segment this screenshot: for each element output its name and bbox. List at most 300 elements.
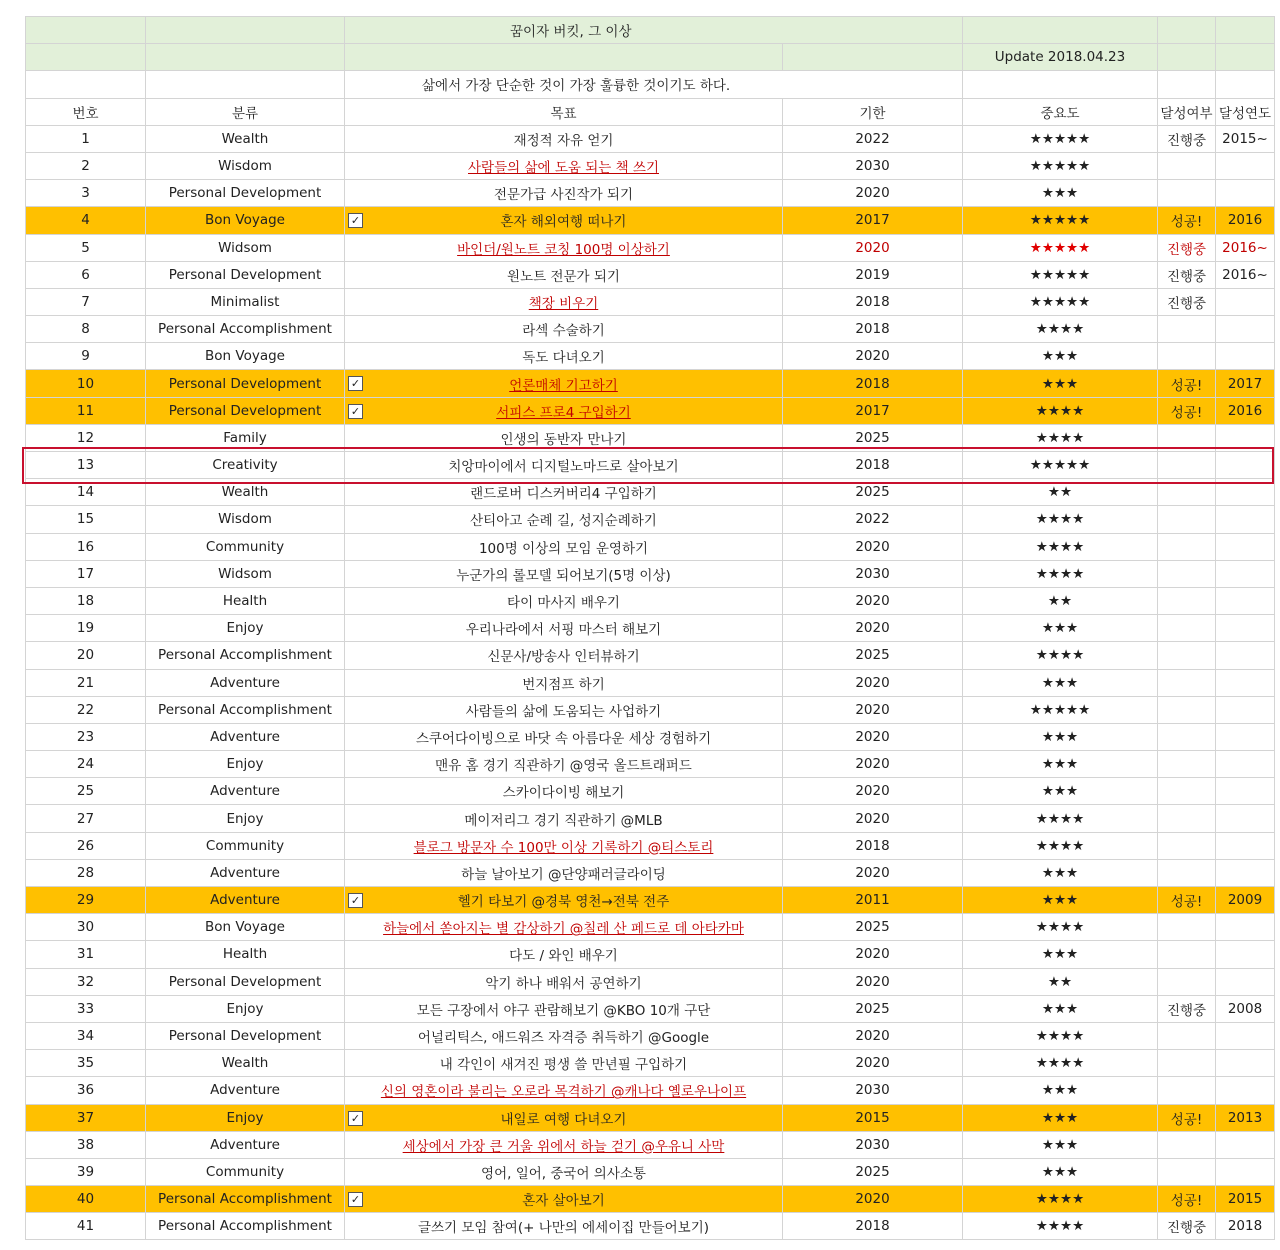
row-number: 21 [26,669,146,696]
row-achieved-year [1216,859,1275,886]
column-header-due: 기한 [783,98,963,125]
goal-text: 사람들의 삶에 도움되는 사업하기 [465,703,662,720]
row-importance-stars: ★★ [963,587,1158,614]
row-number: 39 [26,1158,146,1185]
table-row[interactable] [26,506,1275,533]
goal-text: 우리나라에서 서핑 마스터 해보기 [465,622,662,639]
table-row[interactable] [26,533,1275,560]
row-status [1158,968,1216,995]
row-importance-stars: ★★★ [963,941,1158,968]
row-number: 17 [26,560,146,587]
row-due: 2020 [783,1186,963,1213]
row-importance-stars: ★★★★ [963,560,1158,587]
row-number: 26 [26,832,146,859]
goal-text[interactable]: 하늘에서 쏟아지는 별 감상하기 @칠레 산 페드로 데 아타카마 [383,921,744,938]
goal-text: 재정적 자유 얻기 [513,132,614,149]
row-goal [345,995,783,1022]
checkbox-checked-icon[interactable]: ✓ [348,1192,363,1207]
table-row[interactable] [26,696,1275,723]
goal-text: 타이 마사지 배우기 [507,595,620,612]
table-row[interactable] [26,723,1275,750]
row-goal [345,261,783,288]
row-status [1158,1050,1216,1077]
row-goal [345,479,783,506]
row-importance-stars: ★★★★ [963,805,1158,832]
motto-text: 삶에서 가장 단순한 것이 가장 훌륭한 것이기도 하다. [345,71,963,98]
row-status [1158,914,1216,941]
row-category: Adventure [146,723,345,750]
row-status [1158,1158,1216,1185]
row-importance-stars: ★★★ [963,778,1158,805]
row-category: Enjoy [146,615,345,642]
row-achieved-year [1216,832,1275,859]
row-status: 성공! [1158,1104,1216,1131]
row-achieved-year [1216,1158,1275,1185]
row-number: 3 [26,180,146,207]
row-status: 성공! [1158,397,1216,424]
row-achieved-year: 2008 [1216,995,1275,1022]
row-importance-stars: ★★★★★ [963,125,1158,152]
table-row[interactable] [26,995,1275,1022]
row-goal [345,1077,783,1104]
row-number: 32 [26,968,146,995]
table-row[interactable] [26,1050,1275,1077]
row-goal [345,424,783,451]
column-header-no: 번호 [26,98,146,125]
row-importance-stars: ★★★★ [963,1022,1158,1049]
row-status: 성공! [1158,207,1216,234]
row-number: 30 [26,914,146,941]
row-goal [345,370,783,397]
table-row[interactable] [26,234,1275,261]
goal-text[interactable]: 바인더/원노트 코칭 100명 이상하기 [457,241,670,258]
update-date: Update 2018.04.23 [963,44,1158,71]
row-achieved-year: 2017 [1216,370,1275,397]
row-number: 8 [26,316,146,343]
goal-text: 글쓰기 모임 참여(+ 나만의 에세이집 만들어보기) [417,1220,710,1237]
row-status: 진행중 [1158,125,1216,152]
row-status [1158,180,1216,207]
row-goal [345,180,783,207]
row-number: 34 [26,1022,146,1049]
goal-text: 메이저리그 경기 직관하기 @MLB [464,812,663,829]
goal-text: 내 각인이 새겨진 평생 쓸 만년필 구입하기 [439,1057,688,1074]
row-number: 22 [26,696,146,723]
table-row[interactable] [26,1131,1275,1158]
row-number: 28 [26,859,146,886]
table-row[interactable] [26,560,1275,587]
row-achieved-year [1216,560,1275,587]
goal-text: 어널리틱스, 애드워즈 자격증 취득하기 @Google [417,1030,710,1047]
row-importance-stars: ★★★★ [963,424,1158,451]
goal-text: 원노트 전문가 되기 [507,268,620,285]
goal-text[interactable]: 세상에서 가장 큰 거울 위에서 하늘 걷기 @우유니 사막 [402,1138,725,1155]
row-status [1158,615,1216,642]
row-achieved-year [1216,1131,1275,1158]
table-row[interactable] [26,1186,1275,1213]
row-status [1158,152,1216,179]
row-achieved-year [1216,615,1275,642]
row-importance-stars: ★★★★★ [963,261,1158,288]
table-row[interactable] [26,343,1275,370]
table-row[interactable] [26,1022,1275,1049]
row-importance-stars: ★★★★ [963,1050,1158,1077]
row-category: Enjoy [146,995,345,1022]
row-achieved-year: 2016 [1216,397,1275,424]
row-achieved-year: 2016 [1216,207,1275,234]
row-achieved-year [1216,587,1275,614]
row-goal [345,152,783,179]
row-due: 2025 [783,1158,963,1185]
row-due: 2022 [783,125,963,152]
table-row[interactable] [26,1077,1275,1104]
row-importance-stars: ★★★★ [963,914,1158,941]
row-achieved-year [1216,778,1275,805]
column-header-category: 분류 [146,98,345,125]
row-due: 2030 [783,560,963,587]
row-category: Personal Development [146,397,345,424]
row-achieved-year [1216,941,1275,968]
row-number: 13 [26,452,146,479]
row-number: 18 [26,587,146,614]
goal-text: 모든 구장에서 야구 관람해보기 @KBO 10개 구단 [416,1002,711,1019]
row-status [1158,533,1216,560]
table-row[interactable] [26,805,1275,832]
checkbox-checked-icon[interactable]: ✓ [348,893,363,908]
row-due: 2018 [783,288,963,315]
goal-text[interactable]: 신의 영혼이라 불리는 오로라 목격하기 @캐나다 옐로우나이프 [380,1084,747,1101]
row-importance-stars: ★★★ [963,343,1158,370]
row-status [1158,696,1216,723]
table-row[interactable] [26,1158,1275,1185]
row-achieved-year [1216,723,1275,750]
row-importance-stars: ★★★★ [963,1213,1158,1240]
row-importance-stars: ★★★ [963,1077,1158,1104]
row-due: 2020 [783,751,963,778]
row-category: Bon Voyage [146,914,345,941]
table-row[interactable] [26,424,1275,451]
table-row[interactable] [26,914,1275,941]
row-category: Enjoy [146,805,345,832]
row-status [1158,723,1216,750]
row-goal [345,234,783,261]
row-number: 1 [26,125,146,152]
row-number: 37 [26,1104,146,1131]
row-achieved-year [1216,696,1275,723]
row-category: Creativity [146,452,345,479]
row-due: 2015 [783,1104,963,1131]
checkbox-checked-icon[interactable]: ✓ [348,213,363,228]
table-row[interactable] [26,452,1275,479]
row-achieved-year [1216,533,1275,560]
table-row[interactable] [26,370,1275,397]
row-goal [345,1186,783,1213]
row-number: 31 [26,941,146,968]
row-due: 2018 [783,452,963,479]
row-goal [345,1158,783,1185]
row-number: 33 [26,995,146,1022]
checkbox-checked-icon[interactable]: ✓ [348,376,363,391]
row-category: Personal Development [146,180,345,207]
row-number: 14 [26,479,146,506]
table-row[interactable] [26,968,1275,995]
goal-text: 다도 / 와인 배우기 [509,948,618,965]
row-number: 23 [26,723,146,750]
row-category: Community [146,533,345,560]
table-row[interactable] [26,587,1275,614]
row-due: 2017 [783,397,963,424]
row-achieved-year [1216,968,1275,995]
row-importance-stars: ★★★ [963,751,1158,778]
goal-text: 100명 이상의 모임 운영하기 [478,540,649,557]
row-importance-stars: ★★★ [963,180,1158,207]
table-row[interactable] [26,479,1275,506]
table-row[interactable] [26,207,1275,234]
row-status [1158,452,1216,479]
table-row[interactable] [26,859,1275,886]
row-category: Wisdom [146,506,345,533]
row-number: 38 [26,1131,146,1158]
row-number: 40 [26,1186,146,1213]
row-due: 2020 [783,1022,963,1049]
goal-text: 스카이다이빙 해보기 [502,785,625,802]
column-header-year: 달성연도 [1216,98,1275,125]
sheet-title: 꿈이자 버킷, 그 이상 [345,17,963,44]
row-category: Enjoy [146,1104,345,1131]
row-goal [345,778,783,805]
row-achieved-year: 2015~ [1216,125,1275,152]
table-row[interactable] [26,261,1275,288]
row-status: 성공! [1158,1186,1216,1213]
row-number: 10 [26,370,146,397]
table-row[interactable] [26,152,1275,179]
row-status [1158,343,1216,370]
row-category: Widsom [146,234,345,261]
row-status [1158,506,1216,533]
bucket-list-sheet [25,16,1275,1240]
goal-text: 혼자 살아보기 [522,1193,605,1210]
row-due: 2020 [783,669,963,696]
table-row[interactable] [26,1104,1275,1131]
table-row[interactable] [26,778,1275,805]
row-importance-stars: ★★★★ [963,397,1158,424]
row-due: 2030 [783,1077,963,1104]
row-status [1158,479,1216,506]
row-category: Health [146,587,345,614]
goal-text[interactable]: 책장 비우기 [528,295,599,312]
row-number: 2 [26,152,146,179]
goal-text: 맨유 홈 경기 직관하기 @영국 올드트래퍼드 [435,758,692,775]
row-category: Personal Development [146,1022,345,1049]
row-achieved-year [1216,1050,1275,1077]
goal-text: 독도 다녀오기 [522,350,605,367]
motto-row [26,71,1275,98]
goal-text[interactable]: 언론매체 기고하기 [509,377,618,394]
row-category: Personal Development [146,261,345,288]
row-achieved-year: 2013 [1216,1104,1275,1131]
row-category: Widsom [146,560,345,587]
row-due: 2020 [783,1050,963,1077]
row-due: 2025 [783,479,963,506]
row-goal [345,751,783,778]
row-status: 진행중 [1158,288,1216,315]
table-row[interactable] [26,615,1275,642]
row-achieved-year [1216,805,1275,832]
row-status [1158,778,1216,805]
goal-text: 헬기 타보기 @경북 영천→전북 전주 [457,894,670,911]
goal-text: 신문사/방송사 인터뷰하기 [487,649,640,666]
row-due: 2018 [783,1213,963,1240]
row-importance-stars: ★★ [963,968,1158,995]
row-number: 16 [26,533,146,560]
row-due: 2030 [783,1131,963,1158]
row-due: 2020 [783,859,963,886]
row-goal [345,1104,783,1131]
row-status [1158,859,1216,886]
row-goal [345,1131,783,1158]
table-row[interactable] [26,669,1275,696]
row-status [1158,1022,1216,1049]
row-goal [345,560,783,587]
row-due: 2020 [783,968,963,995]
row-category: Wealth [146,125,345,152]
row-due: 2025 [783,642,963,669]
row-achieved-year [1216,180,1275,207]
row-status [1158,832,1216,859]
row-status: 성공! [1158,887,1216,914]
row-due: 2020 [783,805,963,832]
goal-text: 번지점프 하기 [522,676,605,693]
row-achieved-year [1216,751,1275,778]
row-due: 2020 [783,696,963,723]
row-status [1158,941,1216,968]
title-row [26,17,1275,44]
checkbox-checked-icon[interactable]: ✓ [348,1111,363,1126]
table-row[interactable] [26,125,1275,152]
row-goal [345,1050,783,1077]
update-row [26,44,1275,71]
goal-text: 내일로 여행 다녀오기 [500,1111,627,1128]
row-category: Community [146,1158,345,1185]
row-importance-stars: ★★★ [963,1104,1158,1131]
row-goal [345,288,783,315]
goal-text[interactable]: 블로그 방문자 수 100만 이상 기록하기 @티스토리 [413,839,714,856]
row-achieved-year [1216,1022,1275,1049]
row-category: Health [146,941,345,968]
row-number: 11 [26,397,146,424]
row-number: 6 [26,261,146,288]
row-goal [345,642,783,669]
row-status: 진행중 [1158,1213,1216,1240]
row-importance-stars: ★★★ [963,723,1158,750]
table-row[interactable] [26,887,1275,914]
row-goal [345,125,783,152]
row-achieved-year: 2016~ [1216,261,1275,288]
table-row[interactable] [26,642,1275,669]
row-due: 2020 [783,615,963,642]
row-goal [345,968,783,995]
row-achieved-year [1216,452,1275,479]
goal-text: 하늘 날아보기 @단양패러글라이딩 [461,866,666,883]
row-due: 2018 [783,316,963,343]
row-importance-stars: ★★★★ [963,1186,1158,1213]
row-number: 36 [26,1077,146,1104]
row-goal [345,615,783,642]
row-category: Enjoy [146,751,345,778]
table-row[interactable] [26,751,1275,778]
column-header-status: 달성여부 [1158,98,1216,125]
goal-text: 산티아고 순례 길, 성지순례하기 [470,513,657,530]
goal-text[interactable]: 서피스 프로4 구입하기 [496,404,631,421]
row-number: 15 [26,506,146,533]
row-importance-stars: ★★★ [963,669,1158,696]
row-number: 4 [26,207,146,234]
row-achieved-year [1216,152,1275,179]
table-row[interactable] [26,941,1275,968]
row-due: 2020 [783,180,963,207]
row-goal [345,207,783,234]
table-row[interactable] [26,180,1275,207]
row-status [1158,316,1216,343]
row-category: Minimalist [146,288,345,315]
row-importance-stars: ★★★★★ [963,234,1158,261]
row-importance-stars: ★★★★ [963,832,1158,859]
goal-text: 전문가급 사진작가 되기 [494,187,633,204]
row-goal [345,1022,783,1049]
row-number: 25 [26,778,146,805]
table-row[interactable] [26,832,1275,859]
row-achieved-year: 2015 [1216,1186,1275,1213]
row-due: 2020 [783,533,963,560]
row-importance-stars: ★★★★★ [963,152,1158,179]
row-importance-stars: ★★★★ [963,642,1158,669]
table-row[interactable] [26,316,1275,343]
row-number: 9 [26,343,146,370]
row-category: Adventure [146,1077,345,1104]
row-category: Adventure [146,1131,345,1158]
row-importance-stars: ★★ [963,479,1158,506]
column-header-goal: 목표 [345,98,783,125]
row-due: 2018 [783,370,963,397]
row-status [1158,669,1216,696]
column-header-importance: 중요도 [963,98,1158,125]
row-goal [345,343,783,370]
row-goal [345,1213,783,1240]
goal-text: 악기 하나 배워서 공연하기 [485,975,642,992]
goal-text: 스쿠어다이빙으로 바닷 속 아름다운 세상 경험하기 [415,730,712,747]
row-category: Personal Accomplishment [146,316,345,343]
table-row[interactable] [26,288,1275,315]
row-importance-stars: ★★★★ [963,506,1158,533]
row-importance-stars: ★★★ [963,887,1158,914]
goal-text[interactable]: 사람들의 삶에 도움 되는 책 쓰기 [468,160,659,177]
row-number: 20 [26,642,146,669]
row-status [1158,424,1216,451]
row-category: Adventure [146,887,345,914]
checkbox-checked-icon[interactable]: ✓ [348,404,363,419]
row-category: Wealth [146,1050,345,1077]
row-due: 2019 [783,261,963,288]
row-achieved-year [1216,316,1275,343]
row-achieved-year [1216,642,1275,669]
table-row[interactable] [26,1213,1275,1240]
row-category: Personal Development [146,968,345,995]
row-importance-stars: ★★★ [963,1131,1158,1158]
row-goal [345,533,783,560]
row-importance-stars: ★★★★ [963,316,1158,343]
table-row[interactable] [26,397,1275,424]
row-status [1158,805,1216,832]
